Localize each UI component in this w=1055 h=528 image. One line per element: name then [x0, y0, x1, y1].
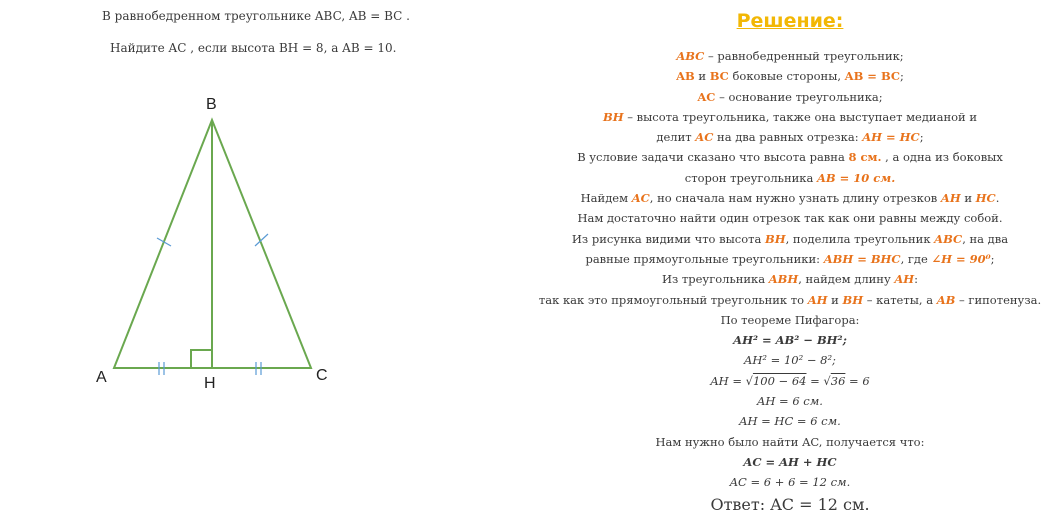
solution-line-10: Из рисунка видими что высота BH, поделила треугольник ABC, на два: [571, 231, 1009, 246]
formula-ac-result: AC = 6 + 6 = 12 см.: [729, 475, 851, 490]
right-angle-mark: [191, 350, 212, 368]
solution-line-2: AB и BC боковые стороны, AB = BC;: [676, 69, 904, 84]
solution-line-11: равные прямоугольные треугольники: ABH = BHC, где ∠H = 90⁰;: [585, 251, 995, 266]
formula-substitution: AH² = 10² − 8²;: [744, 353, 836, 368]
formula-ah-hc: AH = HC = 6 см.: [739, 414, 841, 429]
task-line-1: В равнобедренном треугольнике ABC, AB = BC .: [102, 9, 410, 23]
vertex-label-b: B: [206, 96, 217, 113]
vertex-label-h: H: [204, 375, 216, 392]
formula-ah-result: AH = 6 см.: [757, 394, 823, 409]
solution-line-6: В условие задачи сказано что высота равна 8 см. , а одна из боковых: [577, 150, 1003, 165]
answer-text: Ответ: AC = 12 см.: [710, 494, 870, 514]
solution-line-12: Из треугольника ABH, найдем длину AH:: [661, 272, 919, 287]
solution-line-4: BH – высота треугольника, также она выступает медианой и: [602, 109, 978, 124]
solution-line-20: Нам нужно было найти AC, получается что:: [655, 434, 925, 449]
solution-line-5: делит AC на два равных отрезка: AH = HC;: [656, 130, 924, 145]
solution-line-13: так как это прямоугольный треугольник то AH и BH – катеты, а AB – гипотенуза.: [538, 292, 1042, 307]
solution-panel: [530, 10, 1050, 515]
solution-line-9: Нам достаточно найти один отрезок так как они равны между собой.: [577, 211, 1003, 226]
solution-line-14: По теореме Пифагора:: [720, 312, 860, 327]
formula-ac-sum: AC = AH + HC: [743, 454, 837, 469]
solution-title: Решение:: [736, 10, 844, 32]
task-line-2: Найдите AC , если высота BH = 8, а AB = 10.: [110, 41, 397, 55]
solution-line-7: сторон треугольника AB = 10 см.: [684, 170, 896, 185]
vertex-label-c: C: [316, 367, 328, 384]
solution-line-8: Найдем AC, но сначала нам нужно узнать длину отрезков AH и HC.: [580, 191, 1000, 206]
solution-line-3: AC – основание треугольника;: [697, 89, 883, 104]
formula-pythagoras: AH² = AB² − BH²;: [733, 333, 847, 348]
formula-sqrt: AH = √100 − 64 = √36 = 6: [710, 373, 870, 388]
vertex-label-a: A: [96, 369, 107, 386]
solution-line-1: ABC – равнобедренный треугольник;: [676, 49, 904, 63]
triangle-figure: [0, 0, 520, 528]
